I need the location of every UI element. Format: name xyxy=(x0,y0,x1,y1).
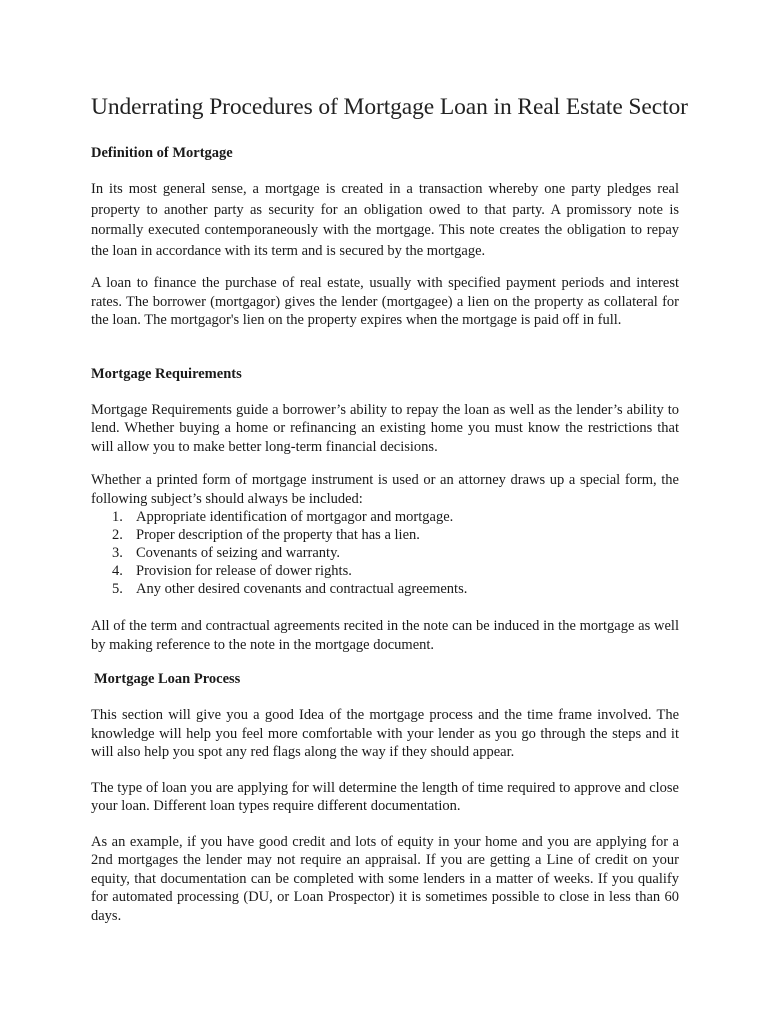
paragraph-definition-1: In its most general sense, a mortgage is created in a transaction whereby one party pledges real property to another party as security for an obligation owed to that party. A promissory note is normally executed contemporaneously with the mortgage. This note creates the obligation to repay the loan in accordance with its term and is secured by the mortgage. xyxy=(91,181,679,259)
heading-definition: Definition of Mortgage xyxy=(91,145,233,161)
list-item: 3. Covenants of seizing and warranty. xyxy=(112,545,341,561)
document-body xyxy=(91,92,688,925)
list-item: 2. Proper description of the property that has a lien. xyxy=(112,527,420,543)
requirements-list xyxy=(91,508,679,598)
paragraph-process-2: The type of loan you are applying for will determine the length of time required to approve and close your loan. Different loan types require different documentation. xyxy=(91,779,679,814)
paragraph-requirements-intro: Mortgage Requirements guide a borrower’s ability to repay the loan as well as the lender’s ability to lend. Whether buying a home or refinancing an existing home you must know the restrictions that will allow you to make better long-term financial decisions. xyxy=(91,401,679,455)
list-item: 1. Appropriate identification of mortgagor and mortgage. xyxy=(112,509,454,525)
paragraph-definition-2: A loan to finance the purchase of real estate, usually with specified payment periods and interest rates. The borrower (mortgagor) gives the lender (mortgagee) a lien on the property as collateral for the loan. The mortgagor's lien on the property expires when the mortgage is paid off in full. xyxy=(91,275,679,328)
paragraph-list-intro: Whether a printed form of mortgage instrument is used or an attorney draws up a special form, the following subject’s should always be included: xyxy=(91,472,679,507)
heading-requirements: Mortgage Requirements xyxy=(91,365,242,382)
paragraph-process-1: This section will give you a good Idea of the mortgage process and the time frame involved. The knowledge will help you feel more comfortable with your lender as you go through the steps and it will also help you spot any red flags along the way if they should appear. xyxy=(91,707,679,760)
heading-process: Mortgage Loan Process xyxy=(94,671,241,687)
paragraph-requirements-outro: All of the term and contractual agreements recited in the note can be induced in the mortgage as well by making reference to the note in the mortgage document. xyxy=(91,618,679,653)
paragraph-process-3: As an example, if you have good credit and lots of equity in your home and you are applying for a 2nd mortgages the lender may not require an appraisal. If you are getting a Line of credit on your equity, that documentation can be completed with some lenders in a matter of weeks. If you qualify for automated processing (DU, or Loan Prospector) it is sometimes possible to close in less than 60 days. xyxy=(91,833,679,924)
list-item: 4. Provision for release of dower rights. xyxy=(112,563,352,579)
list-item: 5. Any other desired covenants and contractual agreements. xyxy=(112,581,468,597)
document-title: Underrating Procedures of Mortgage Loan in Real Estate Sector xyxy=(91,94,688,120)
